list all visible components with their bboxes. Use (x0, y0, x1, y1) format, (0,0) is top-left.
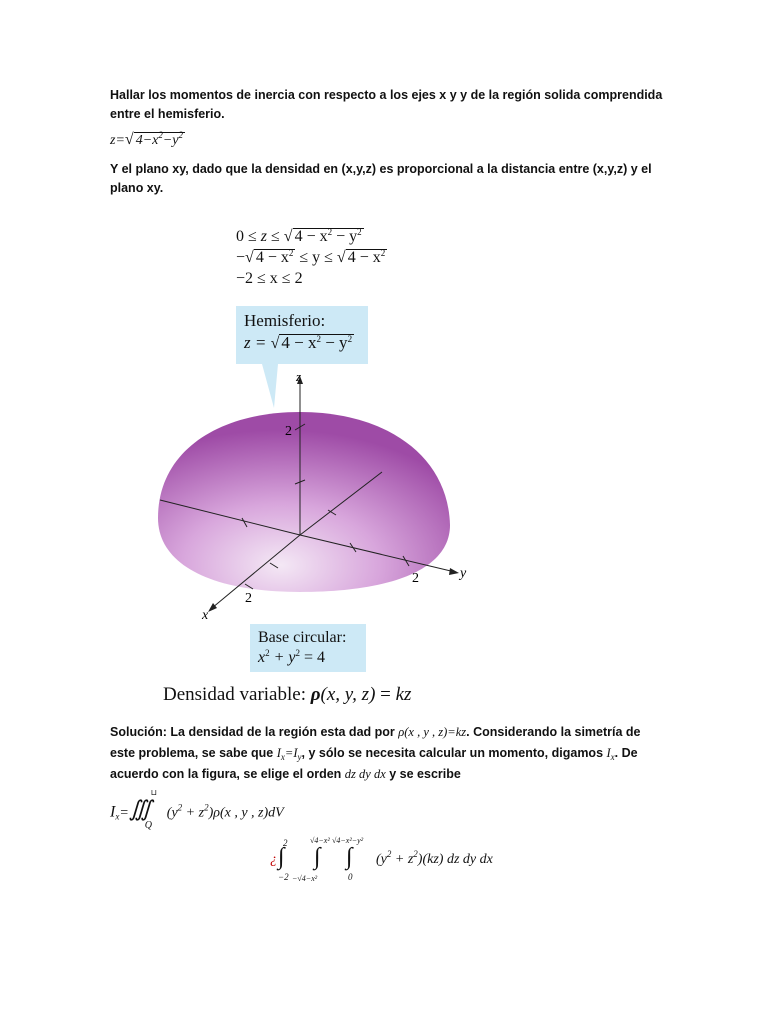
callout-pointer (262, 364, 278, 408)
problem-continuation (110, 160, 650, 198)
problem-statement (110, 86, 663, 124)
callout-hemisferio-title: Hemisferio: (244, 311, 326, 330)
solution-line-1: Solución: La densidad de la región esta dad por ρ(x , y , z)=kz. Considerando la simetría de (110, 725, 641, 739)
integral-icon: ∫ (278, 844, 285, 870)
y-axis-label: y (460, 566, 467, 581)
sqrt-icon: √ (245, 249, 254, 266)
z-tick-label: 2 (285, 424, 292, 439)
eq-z-lhs: z= (110, 133, 125, 148)
eq-z-radicand: $4-x^2-y^2$ (135, 130, 184, 148)
integral-icon: ∫ (314, 844, 321, 870)
bounds-z: 0 ≤ z ≤ √ $4 - x^2 - y^2$ (236, 227, 362, 245)
triple-integral-icon: ⊔ ∭ Q (128, 788, 158, 831)
y-axis-arrow-icon (449, 568, 459, 575)
solution-paragraph (110, 722, 650, 785)
density-rhs: kz (395, 684, 412, 705)
bounds-y: −√ $4 - x^2 \le y$ ≤ √ $4 - x^2$ (236, 248, 386, 266)
prefix-mark: ¿ (270, 852, 277, 867)
sqrt-icon: √ (124, 131, 134, 148)
callout-base-title: Base circular: (258, 629, 347, 646)
problem-line-2: entre el hemisferio. (110, 107, 225, 121)
hemisphere-dome (158, 412, 450, 592)
integral-iterated-integrand: $(y^2 + z^2)(kz)$ dz dy dx (376, 849, 493, 867)
x-axis-label: x (202, 608, 209, 623)
solution-line-3: acuerdo con la figura, se elige el orden dz dy dx y se escribe (110, 767, 461, 781)
callout-hemisferio (236, 306, 368, 364)
integral-iterated: ¿ 2 ∫ −2 √4−x² ∫ −√4−x² √4−x²−y² ∫ 0 $(y^2 + z^2)(kz)$ dz dy dx (270, 836, 493, 883)
solution-line-2: este problema, se sabe que $I_x=I_y$, y sólo se necesita calcular un momento, digamos $I_x$. De (110, 746, 638, 762)
density-rho: ρ (310, 684, 321, 705)
z-axis-label: z (296, 369, 302, 384)
y-tick-label: 2 (412, 571, 419, 586)
density-args: (x, y, z) (320, 684, 376, 705)
hemisphere-figure (150, 360, 480, 630)
density-caption: Densidad variable: ρ(x, y, z) = kz (163, 684, 412, 705)
sqrt-icon: √ (283, 228, 293, 245)
callout-base-circular (250, 624, 366, 672)
density-label: Densidad variable: (163, 684, 311, 705)
x-tick-label: 2 (245, 591, 252, 606)
sqrt-icon: √ (336, 249, 346, 266)
sqrt-icon: √ (270, 335, 280, 352)
integral-icon: ∫ (346, 844, 353, 870)
problem-line-4: plano xy. (110, 181, 164, 195)
callout-base-eq: $x^2 + y^2 = 4$ (258, 648, 326, 666)
problem-line-3: Y el plano xy, dado que la densidad en (x,y,z) es proporcional a la distancia entre (x,y,z) y el (110, 162, 652, 176)
equation-hemisphere (110, 131, 185, 149)
bounds-x: −2 ≤ x ≤ 2 (236, 270, 303, 287)
integral-ix: $I_x=$ ⊔ ∭ Q $(y^2 + z^2)\rho(x$ , y , z)dV (110, 788, 284, 831)
callout-hemisferio-eq: z = √ $4 - x^2 - y^2$ (244, 333, 353, 352)
problem-line-1: Hallar los momentos de inercia con respecto a los ejes x y y de la región solida comprendida (110, 88, 663, 102)
